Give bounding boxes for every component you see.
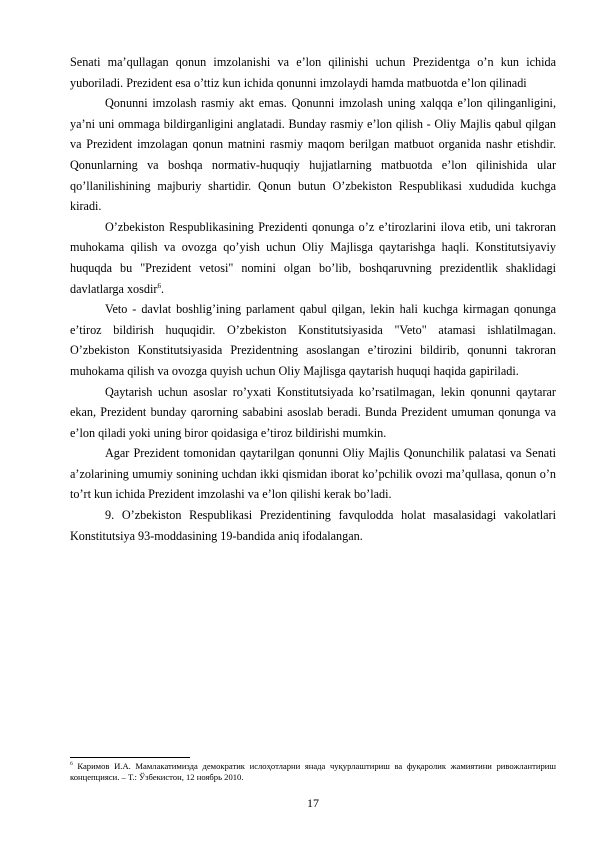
paragraph-7: 9. O’zbekiston Respublikasi Prezidentining favqulodda holat masalasidagi vakolatlari Konstitutsiya 93-moddasining 19-bandida aniq ifodalangan.	[70, 508, 556, 543]
paragraph-1: Senati ma’qullagan qonun imzolanishi va e’lon qilinishi uchun Prezidentga o’n kun ichida yuboriladi. Prezident esa o’ttiz kun ichida qonunni imzolaydi hamda matbuotda e’lon qilinadi	[70, 55, 556, 90]
body-text	[70, 52, 556, 546]
footnote	[70, 761, 556, 783]
paragraph-2: Qonunni imzolash rasmiy akt emas. Qonunni imzolash uning xalqqa e’lon qilinganligini, ya’ni uni ommaga bildirganligini anglatadi. Bunday rasmiy e’lon qilish - Oliy Majlis qabul qilgan va Prezident imzolagan qonun matnini rasmiy maqom berilgan matbuot organida nashr etishdir. Qonunlarning va boshqa normativ-huquqiy hujjatlarning matbuotda e’lon qilinishida ular qo’llanilishining majburiy shartidir. Qonun butun O’zbekiston Respublikasi xududida kuchga kiradi.	[70, 96, 556, 214]
paragraph-3-end: .	[160, 281, 164, 296]
footnote-text: Каримов И.А. Мамлакатимизда демократик ислоҳотларни янада чуқурлаштириш ва фуқаролик жамиятини ривожлантириш концепцияси. – Т.: Ўзбекистон, 12 ноябрь 2010.	[70, 761, 556, 782]
paragraph-3-text: O’zbekiston Respublikasining Prezidenti qonunga o’z e’tirozlarini ilova etib, uni takroran muhokama qilish va ovozga qo’yish uchun Oliy Majlisga qaytarishga haqli. Konstitutsiyaviy huquqda bu "Prezident vetosi" nomini olgan bo’lib, boshqaruvning prezidentlik shaklidagi davlatlarga xosdir	[70, 219, 556, 296]
paragraph-6: Agar Prezident tomonidan qaytarilgan qonunni Oliy Majlis Qonunchilik palatasi va Senati a’zolarining umumiy sonining uchdan ikki qismidan iborat ko’pchilik ovozi ma’qullasa, qonun o’n to’rt kun ichida Prezident imzolashi va e’lon qilishi kerak bo’ladi.	[70, 446, 556, 502]
footnote-divider	[70, 757, 190, 758]
paragraph-5: Qaytarish uchun asoslar ro’yxati Konstitutsiyada ko’rsatilmagan, lekin qonunni qaytarar ekan, Prezident bunday qarorning sababini asoslab beradi. Bunda Prezident umuman qonunga va e’lon qiladi yoki uning biror qoidasiga e’tiroz bildirishi mumkin.	[70, 384, 556, 440]
footnote-marker: 6	[70, 761, 73, 768]
footnote-reference[interactable]: 6	[157, 281, 161, 290]
paragraph-4: Veto - davlat boshlig’ining parlament qabul qilgan, lekin hali kuchga kirmagan qonunga e’tiroz bildirish huquqidir. O’zbekiston Konstitutsiyasida "Veto" atamasi ishlatilmagan. O’zbekiston Konstitutsiyasida Prezidentning asoslangan e’tirozini bildirib, qonunni takroran muhokama qilish va ovozga quyish uchun Oliy Majlisga qaytarish huquqi haqida gapiriladi.	[70, 302, 556, 378]
page-number: 17	[307, 796, 319, 810]
paragraph-3	[70, 217, 556, 299]
